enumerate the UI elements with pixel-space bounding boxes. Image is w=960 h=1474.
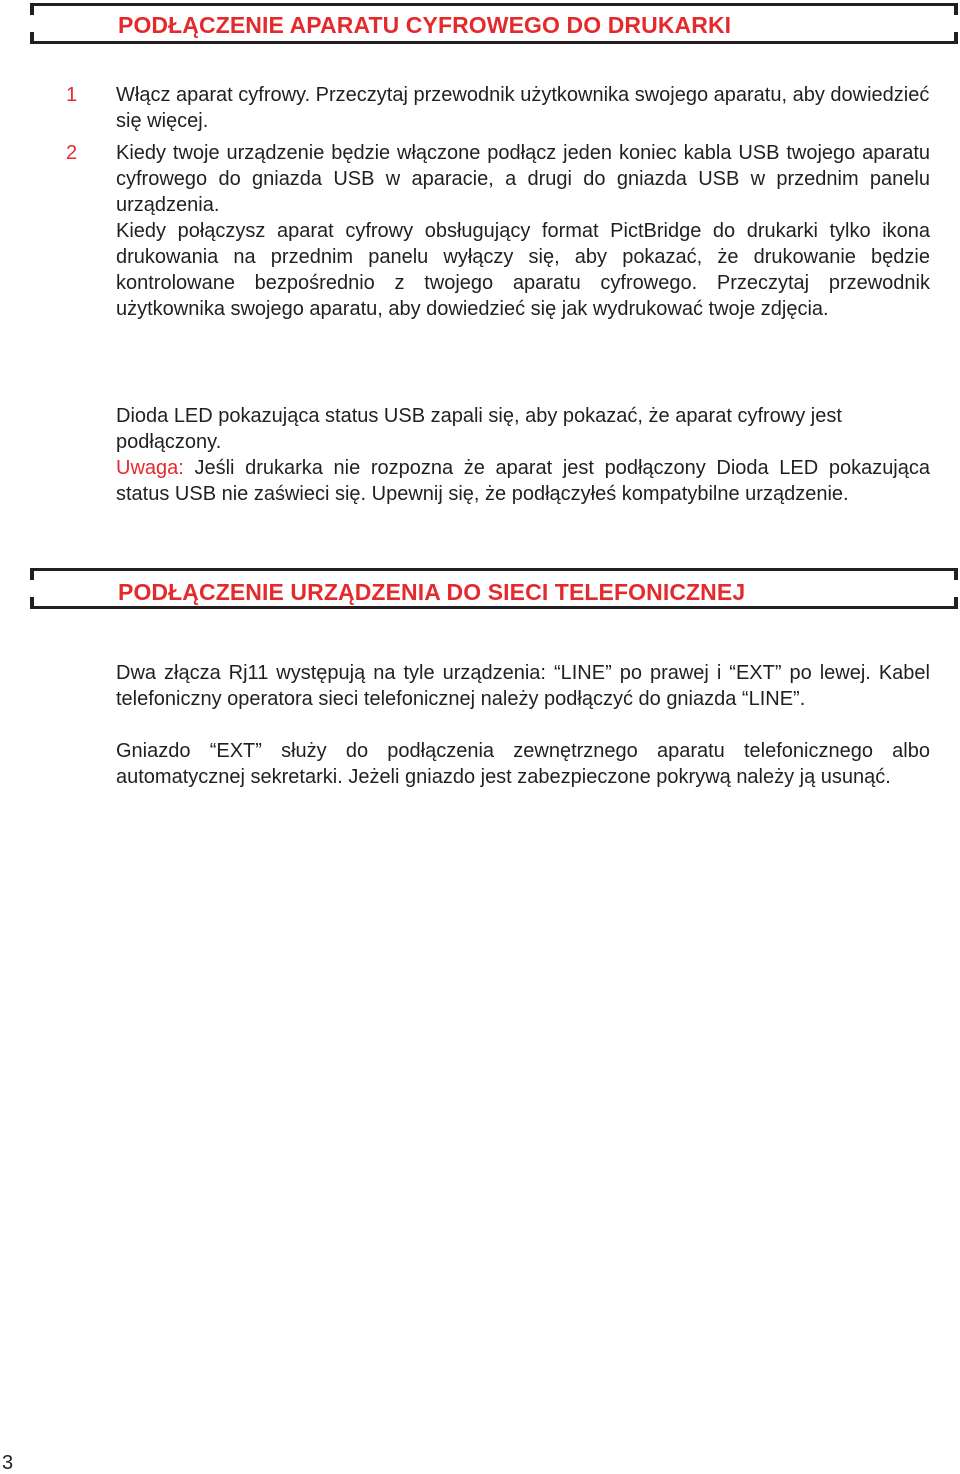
paragraph-note [116,455,930,507]
header-rule-top [30,3,958,6]
paragraph-ports: Dwa złącza Rj11 występują na tyle urządzenia: “LINE” po prawej i “EXT” po lewej. Kabel telefoniczny operatora sieci telefonicznej należy podłączyć do gniazda “LINE”. [116,662,930,710]
header-tick [30,568,34,580]
section-header-telephone [30,565,958,613]
page-number: 3 [2,1452,14,1474]
section-title-telephone: PODŁĄCZENIE URZĄDZENIA DO SIECI TELEFONICZNEJ [118,579,746,605]
step-text: Włącz aparat cyfrowy. Przeczytaj przewodnik użytkownika swojego aparatu, aby dowiedzieć się więcej. [116,84,930,132]
header-tick [30,3,34,15]
section-header-printer [30,0,958,48]
header-rule-top [30,568,958,571]
header-rule-bottom [30,41,958,44]
paragraph-pictbridge: Kiedy połączysz aparat cyfrowy obsługujący format PictBridge do drukarki tylko ikona drukowania na przednim panelu wyłączy się, aby pokazać, że drukowanie będzie kontrolowane bezpośrednio z twojego aparatu cyfrowego. Przeczytaj przewodnik użytkownika swojego aparatu, aby dowiedzieć się jak wydrukować twoje zdjęcia. [116,220,930,320]
header-tick [954,3,958,15]
step-number: 2 [66,142,78,164]
section-title-printer: PODŁĄCZENIE APARATU CYFROWEGO DO DRUKARKI [118,12,732,38]
header-tick [30,32,34,44]
header-tick [954,568,958,580]
header-rule-bottom [30,606,958,609]
step-text: Kiedy twoje urządzenie będzie włączone podłącz jeden koniec kabla USB twojego aparatu cyfrowego do gniazda USB w aparacie, a drugi do gniazda USB w przednim panelu urządzenia. [116,142,930,216]
paragraph-led: Dioda LED pokazująca status USB zapali się, aby pokazać, że aparat cyfrowy jest podłączony. [116,405,842,453]
note-label: Uwaga: [116,457,184,479]
header-tick [954,597,958,609]
paragraph-ext: Gniazdo “EXT” służy do podłączenia zewnętrznego aparatu telefonicznego albo automatycznej sekretarki. Jeżeli gniazdo jest zabezpieczone pokrywą należy ją usunąć. [116,740,930,788]
header-tick [30,597,34,609]
header-tick [954,32,958,44]
step-number: 1 [66,84,78,106]
note-text: Jeśli drukarka nie rozpozna że aparat jest podłączony Dioda LED pokazująca status USB nie zaświeci się. Upewnij się, że podłączyłeś kompatybilne urządzenie. [116,457,930,505]
